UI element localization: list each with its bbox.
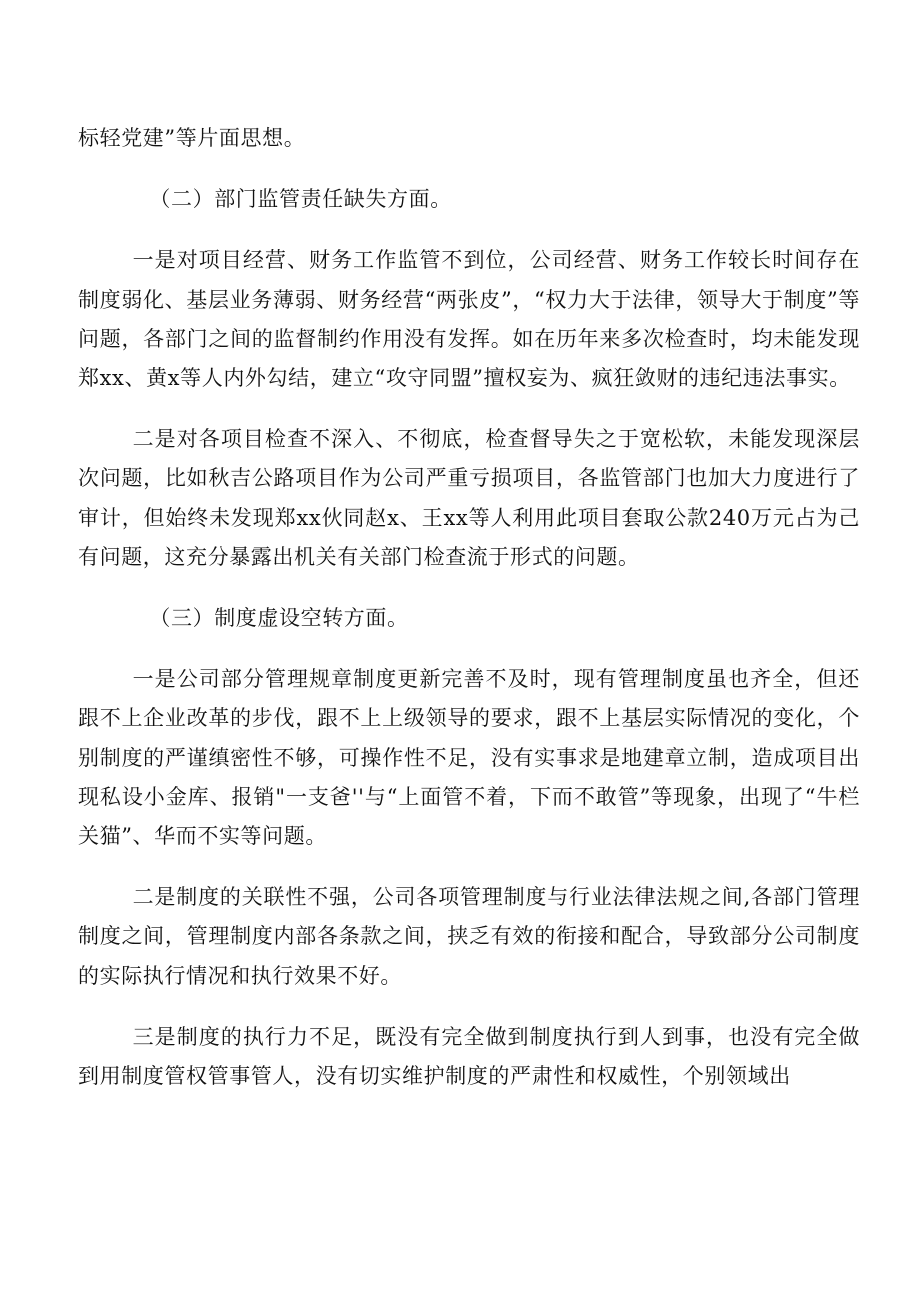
- paragraph-system-2: 二是制度的关联性不强，公司各项管理制度与行业法律法规之间,各部门管理制度之间，管理制度内部各条款之间，挟乏有效的衔接和配合，导致部分公司制度的实际执行情况和执行效果不好。: [78, 885, 860, 988]
- paragraph-gap: [78, 398, 860, 420]
- paragraph-gap: [78, 577, 860, 599]
- paragraph-gap: [78, 996, 860, 1018]
- paragraph-continuation: 标轻党建”等片面思想。: [78, 126, 306, 150]
- paragraph-oversight-1: 一是对项目经营、财务工作监管不到位，公司经营、财务工作较长时间存在制度弱化、基层业务薄弱、财务经营“两张皮”，“权力大于法律，领导大于制度”等问题，各部门之间的监督制约作用没有发挥。如在历年来多次检查时，均未能发现郑xx、黄x等人内外勾结，建立“攻守同盟”擅权妄为、疯狂敛财的违纪违法事实。: [78, 248, 860, 391]
- paragraph-system-1: 一是公司部分管理规章制度更新完善不及时，现有管理制度虽也齐全，但还跟不上企业改革的步伐，跟不上上级领导的要求，跟不上基层实际情况的变化，个别制度的严谨缜密性不够，可操作性不足，没有实事求是地建章立制，造成项目出现私设小金库、报销"一支爸''与“上面管不着，下而不敢管”等现象，出现了“牛栏关猫”、华而不实等问题。: [78, 667, 860, 849]
- section-heading-3: （三）制度虚设空转方面。: [149, 606, 409, 631]
- section-heading-2: （二）部门监管责任缺失方面。: [149, 187, 452, 212]
- paragraph-gap: [78, 638, 860, 660]
- document-page: [78, 119, 860, 1096]
- paragraph-gap: [78, 856, 860, 878]
- paragraph-gap: [78, 158, 860, 180]
- paragraph-oversight-2: 二是对各项目检查不深入、不彻底，检查督导失之于宽松软，未能发现深层次问题，比如秋吉公路项目作为公司严重亏损项目，各监管部门也加大力度进行了审计，但始终未发现郑xx伙同赵x、王xx等人利用此项目套取公款240万元占为己有问题，这充分暴露出机关有关部门检查流于形式的问题。: [78, 427, 860, 569]
- paragraph-gap: [78, 219, 860, 241]
- paragraph-system-3: 三是制度的执行力不足，既没有完全做到制度执行到人到事，也没有完全做到用制度管权管事管人，没有切实维护制度的严肃性和权威性，个别领域出: [78, 1024, 860, 1089]
